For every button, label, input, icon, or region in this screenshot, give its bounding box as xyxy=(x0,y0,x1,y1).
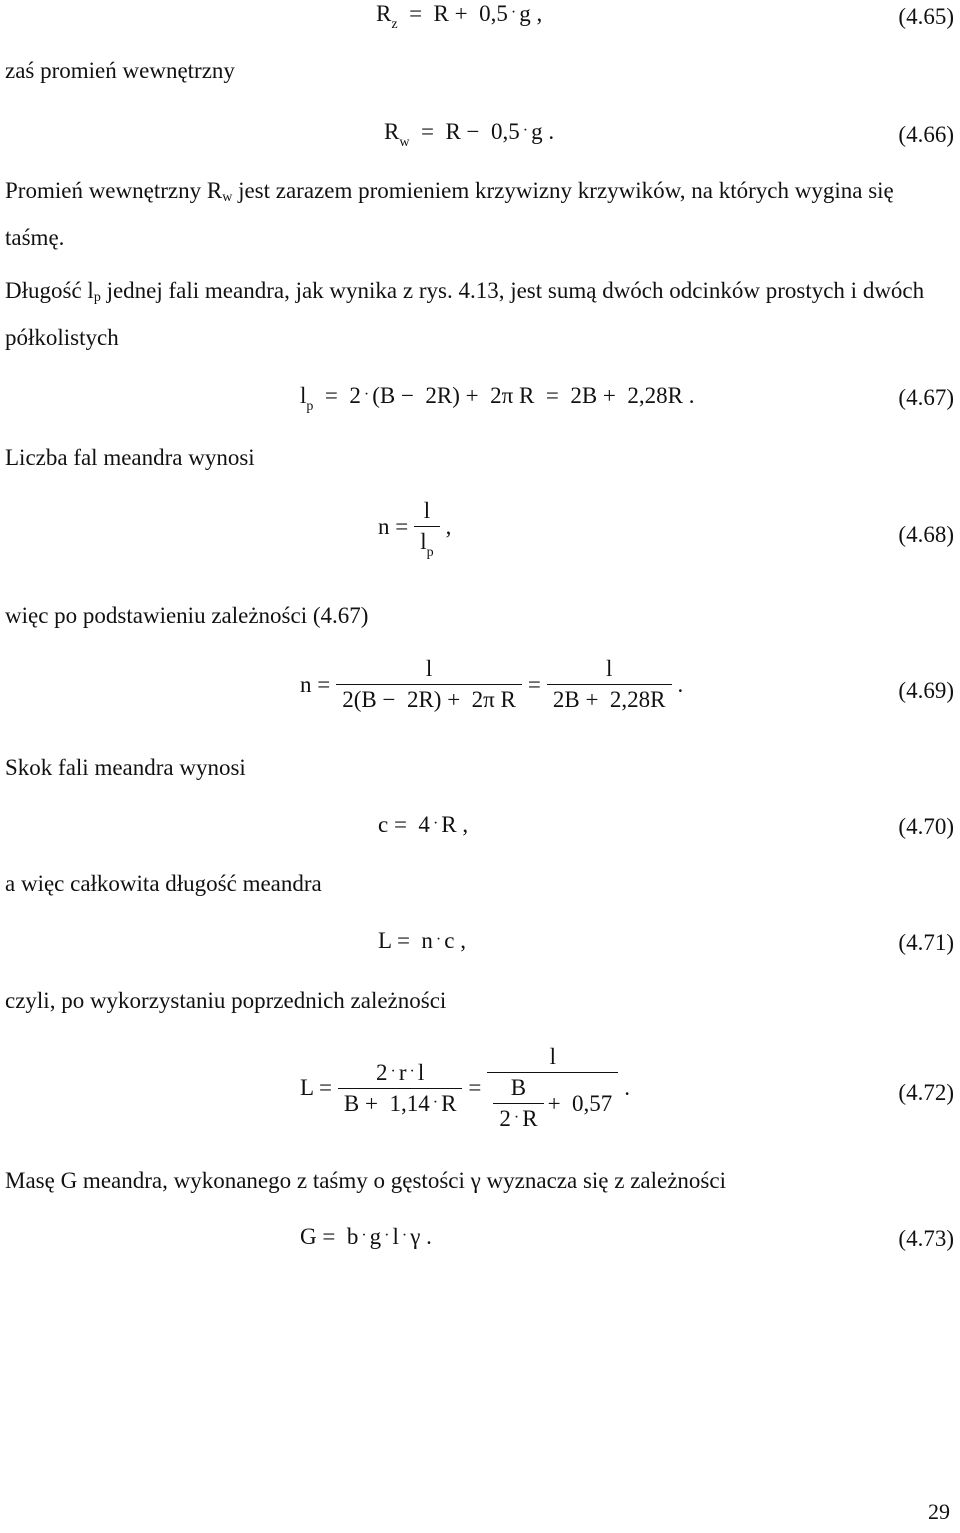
paragraph-previous: czyli, po wykorzystaniu poprzednich zależności xyxy=(5,988,447,1013)
paragraph-length xyxy=(5,269,955,359)
equation-4-67: $l_p = 2 \cdot (B - 2R) + 2\pi$ R = 2B + 2,28R . xyxy=(300,383,695,414)
equation-4-69: n = $\frac{l}{\text{2(B − 2R) + 2π R}}$ = $\frac{l}{2B + 2,28R}$ . xyxy=(300,656,684,712)
length-text-b: jednej fali meandra, jak wynika z rys. 4.13, jest sumą dwóch odcinków prostych i dwóch półkolistych xyxy=(5,278,925,350)
radius-text-a: Promień wewnętrzny R xyxy=(5,178,223,203)
equation-number-4-70: (4.70) xyxy=(898,814,954,839)
length-subscript: p xyxy=(93,290,101,305)
paragraph-substitution: więc po podstawieniu zależności (4.67) xyxy=(5,603,369,628)
equation-4-72: L = $\frac{2 \cdot r \cdot l}{B + 1,14 \cdot R}$ = l $\frac{B}{2 \cdot R}$ + 0,57 . xyxy=(300,1044,631,1131)
radius-text-b: jest zarazem promieniem krzywizny krzywików, na których wygina się taśmę. xyxy=(5,178,894,250)
radius-subscript: w xyxy=(222,190,233,205)
equation-4-71: L = n · c , xyxy=(378,928,466,953)
fraction-l-over-lp: $\frac{l}{l_p}$ xyxy=(414,498,439,555)
equation-number-4-69: (4.69) xyxy=(898,678,954,703)
equation-number-4-68: (4.68) xyxy=(898,522,954,547)
paragraph-mass: Masę G meandra, wykonanego z taśmy o gęstości γ wyznacza się z zależności xyxy=(5,1168,726,1193)
paragraph-inner-radius: zaś promień wewnętrzny xyxy=(5,58,235,83)
equation-4-73: G = b · g · l · γ . xyxy=(300,1224,432,1249)
page-number: 29 xyxy=(928,1499,950,1524)
paragraph-step: Skok fali meandra wynosi xyxy=(5,755,246,780)
equation-number-4-66: (4.66) xyxy=(898,122,954,147)
fraction-4-69-left: $\frac{l}{\text{2(B − 2R) + 2π R}}$ xyxy=(336,656,522,713)
equation-number-4-72: (4.72) xyxy=(898,1080,954,1105)
fraction-4-72-right: l $\frac{B}{2 \cdot R}$ + 0,57 xyxy=(487,1044,618,1132)
fraction-4-69-right: $\frac{l}{2B + 2,28R}$ xyxy=(547,656,672,713)
equation-4-70: c = 4 · R , xyxy=(378,812,469,837)
equation-number-4-65: (4.65) xyxy=(898,4,954,29)
length-text-a: Długość l xyxy=(5,278,94,303)
paragraph-count: Liczba fal meandra wynosi xyxy=(5,445,255,470)
equation-4-68: n = $\frac{l}{l_p}$ , xyxy=(378,498,452,560)
equation-4-65: $R_z = R + 0,5 \cdot g$ , xyxy=(376,1,543,32)
equation-number-4-71: (4.71) xyxy=(898,930,954,955)
fraction-4-72-left: $\frac{2 \cdot r \cdot l}{B + 1,14 \cdot R}$ xyxy=(338,1060,462,1117)
equation-number-4-67: (4.67) xyxy=(898,385,954,410)
equation-number-4-73: (4.73) xyxy=(898,1226,954,1251)
paragraph-radius xyxy=(5,169,955,259)
paragraph-total: a więc całkowita długość meandra xyxy=(5,871,322,896)
equation-4-66: $R_w = R - 0,5 \cdot g$ . xyxy=(384,119,555,150)
